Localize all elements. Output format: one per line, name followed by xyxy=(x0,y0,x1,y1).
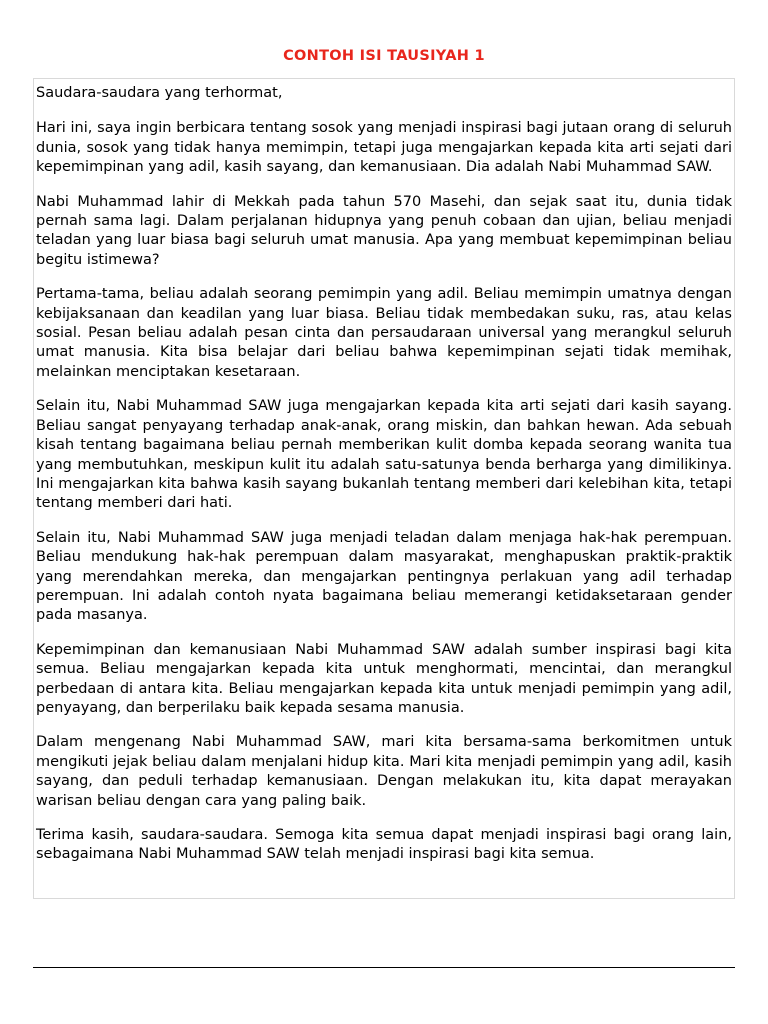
paragraph-3: Pertama-tama, beliau adalah seorang pemimpin yang adil. Beliau memimpin umatnya dengan kebijaksanaan dan keadilan yang luar biasa. Beliau tidak membedakan suku, ras, atau kelas sosial. Pesan beliau adalah pesan cinta dan persaudaraan universal yang merangkul seluruh umat manusia. Kita bisa belajar dari beliau bahwa kepemimpinan sejati tidak memihak, melainkan menciptakan kesetaraan. xyxy=(36,286,732,380)
tausiyah-content xyxy=(33,78,735,899)
footer-divider xyxy=(33,967,735,968)
paragraph-2: Nabi Muhammad lahir di Mekkah pada tahun 570 Masehi, dan sejak saat itu, dunia tidak pernah sama lagi. Dalam perjalanan hidupnya yang penuh cobaan dan ujian, beliau menjadi teladan yang luar biasa bagi seluruh umat manusia. Apa yang membuat kepemimpinan beliau begitu istimewa? xyxy=(36,193,732,268)
greeting-text: Saudara-saudara yang terhormat, xyxy=(36,85,283,101)
paragraph-8: Terima kasih, saudara-saudara. Semoga kita semua dapat menjadi inspirasi bagi orang lain, sebagaimana Nabi Muhammad SAW telah menjadi inspirasi bagi kita semua. xyxy=(36,827,732,863)
paragraph-7: Dalam mengenang Nabi Muhammad SAW, mari kita bersama-sama berkomitmen untuk mengikuti jejak beliau dalam menjalani hidup kita. Mari kita menjadi pemimpin yang adil, kasih sayang, dan peduli terhadap kemanusiaan. Dengan melakukan itu, kita dapat merayakan warisan beliau dengan cara yang paling baik. xyxy=(36,734,732,809)
paragraph-1: Hari ini, saya ingin berbicara tentang sosok yang menjadi inspirasi bagi jutaan orang di seluruh dunia, sosok yang tidak hanya memimpin, tetapi juga mengajarkan kepada kita arti sejati dari kepemimpinan yang adil, kasih sayang, dan kemanusiaan. Dia adalah Nabi Muhammad SAW. xyxy=(36,120,732,176)
paragraph-6: Kepemimpinan dan kemanusiaan Nabi Muhammad SAW adalah sumber inspirasi bagi kita semua. Beliau mengajarkan kepada kita untuk menghormati, mencintai, dan merangkul perbedaan di antara kita. Beliau mengajarkan kepada kita untuk menjadi pemimpin yang adil, penyayang, dan berperilaku baik kepada sesama manusia. xyxy=(36,641,732,716)
paragraph-5: Selain itu, Nabi Muhammad SAW juga menjadi teladan dalam menjaga hak-hak perempuan. Beliau mendukung hak-hak perempuan dalam masyarakat, menghapuskan praktik-praktik yang merendahkan mereka, dan mengajarkan pentingnya perlakuan yang adil terhadap perempuan. Ini adalah contoh nyata bagaimana beliau memerangi ketidaksetaraan gender pada masanya. xyxy=(36,529,732,624)
paragraph-4: Selain itu, Nabi Muhammad SAW juga mengajarkan kepada kita arti sejati dari kasih sayang. Beliau sangat penyayang terhadap anak-anak, orang miskin, dan bahkan hewan. Ada sebuah kisah tentang bagaimana beliau pernah memberikan kulit domba kepada seorang wanita tua yang membutuhkan, meskipun kulit itu adalah satu-satunya benda berharga yang dimilikinya. Ini mengajarkan kita bahwa kasih sayang bukanlah tentang memberi dari kelebihan kita, tetapi tentang memberi dari hati. xyxy=(36,398,732,512)
document-title: CONTOH ISI TAUSIYAH 1 xyxy=(283,48,485,64)
